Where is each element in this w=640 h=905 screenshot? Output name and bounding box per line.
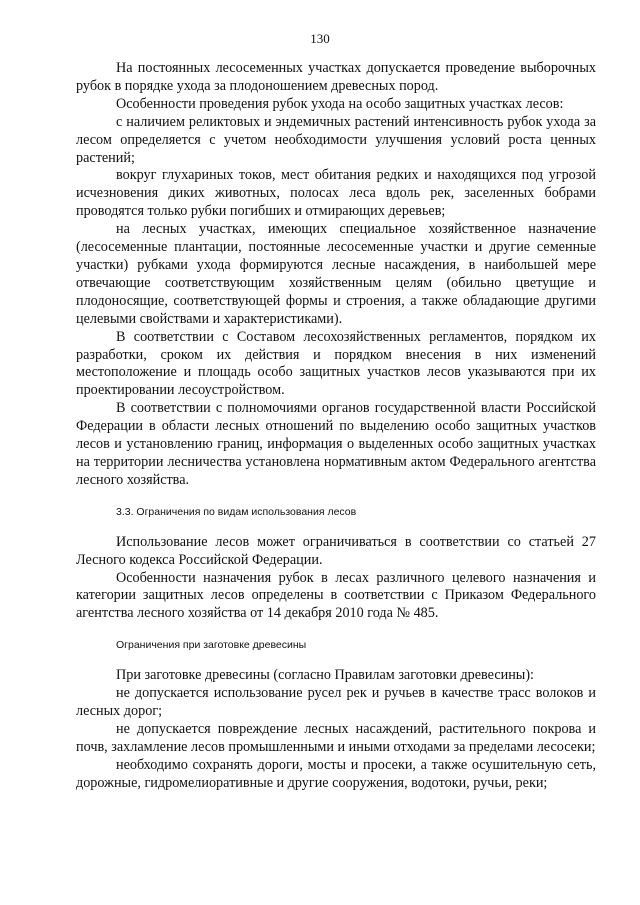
spacer bbox=[76, 490, 596, 505]
paragraph: не допускается использование русел рек и ручьев в качестве трасс волоков и лесных дорог; bbox=[76, 685, 596, 720]
paragraph: На постоянных лесосеменных участках допускается проведение выборочных рубок в порядке ухода за плодоношением древесных пород. bbox=[76, 60, 596, 94]
paragraph: В соответствии с Составом лесохозяйственных регламентов, порядком их разработки, сроком их действия и порядком внесения в них изменений местоположение и площадь особо защитных участков лесов указываются при их проектировании лесоустройством. bbox=[76, 328, 596, 399]
spacer bbox=[76, 519, 596, 534]
paragraph: Использование лесов может ограничиваться в соответствии со статьей 27 Лесного кодекса Российской Федерации. bbox=[76, 533, 596, 568]
spacer bbox=[76, 623, 596, 638]
paragraph: Особенности назначения рубок в лесах различного целевого назначения и категории защитных лесов определены в соответствии с Приказом Федерального агентства лесного хозяйства от 14 декабря 2010 года № 485. bbox=[76, 569, 596, 622]
paragraph: вокруг глухариных токов, мест обитания редких и находящихся под угрозой исчезновения диких животных, полосах леса вдоль рек, заселенных бобрами проводятся только рубки погибших и отмирающих деревьев; bbox=[76, 167, 596, 220]
paragraph: При заготовке древесины (согласно Правилам заготовки древесины): bbox=[116, 667, 534, 684]
paragraph: не допускается повреждение лесных насаждений, растительного покрова и почв, захламление лесов промышленными и иными отходами за пределами лесосеки; bbox=[76, 721, 596, 755]
page-body bbox=[76, 60, 596, 793]
section-heading: 3.3. Ограничения по видам использования лесов bbox=[116, 505, 357, 518]
paragraph: необходимо сохранять дороги, мосты и просеки, а также осушительную сеть, дорожные, гидромелиоративные и другие сооружения, водотоки, ручьи, реки; bbox=[76, 756, 596, 791]
spacer bbox=[76, 652, 596, 667]
subsection-heading: Ограничения при заготовке древесины bbox=[116, 639, 307, 652]
paragraph: Особенности проведения рубок ухода на особо защитных участках лесов: bbox=[116, 95, 564, 112]
page-number: 130 bbox=[310, 31, 330, 46]
paragraph: на лесных участках, имеющих специальное хозяйственное назначение (лесосеменные плантации, постоянные лесосеменные участки и другие семенные участки) рубками ухода формируются лесные насаждения, в наибольшей мере отвечающие соответствующим хозяйственным целям (обильно цветущие и плодоносящие, соответствующей формы и строения, а также обладающие другими целевыми свойствами и характеристиками). bbox=[76, 221, 596, 327]
paragraph: В соответствии с полномочиями органов государственной власти Российской Федерации в области лесных отношений по выделению особо защитных участков лесов и установлению границ, информация о выделенных особо защитных участках на территории лесничества установлена нормативным актом Федерального агентства лесного хозяйства. bbox=[76, 400, 596, 488]
paragraph: с наличием реликтовых и эндемичных растений интенсивность рубок ухода за лесом определяется с учетом необходимости улучшения условий роста ценных растений; bbox=[76, 113, 596, 166]
